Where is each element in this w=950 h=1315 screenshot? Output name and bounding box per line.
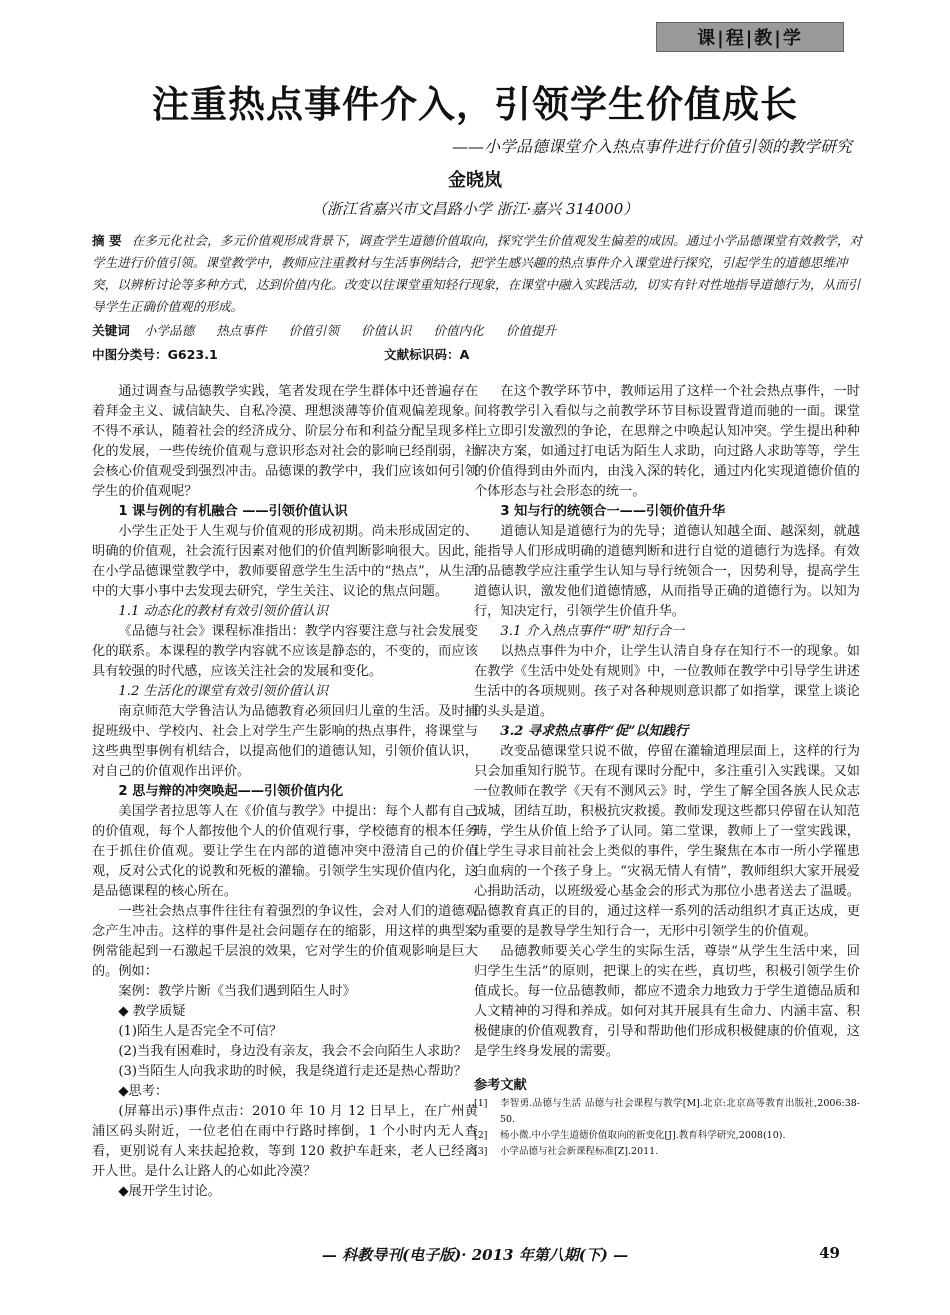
classification-line [92, 344, 862, 363]
article-subtitle: ——小学品德课堂介入热点事件进行价值引领的教学研究 [451, 137, 852, 156]
keyword: 价值引领 [288, 323, 339, 338]
right-column [474, 382, 860, 1160]
subsection-heading: 3.1 介入热点事件“明”知行合一 [500, 624, 685, 639]
case-title: 案例：教学片断《当我们遇到陌生人时》 [118, 984, 356, 999]
keyword: 价值提升 [505, 323, 557, 338]
page-number: 49 [819, 1244, 840, 1262]
references-title: 参考文献 [474, 1078, 527, 1093]
paragraph: 《品德与社会》课程标准指出：教学内容要注意与社会发展变化的联系。本课程的教学内容就不应该是静态的，不变的，而应该具有较强的时代感，应该关注社会的发展和变化。 [92, 624, 478, 679]
paragraph: (屏幕出示)事件点击：2010 年 10 月 12 日早上，在广州黄浦区码头附近，一位老伯在雨中行路时摔倒，1 个小时内无人查看，更别说有人来扶起抢救，等到 120 救护车赶来，老人已经离开人世。是什么让路人的心如此冷漠？ [92, 1104, 478, 1179]
column-tag: 课|程|教|学 [656, 22, 844, 52]
subsection-heading: 1.1 动态化的教材有效引领价值认识 [118, 604, 329, 619]
paragraph: 美国学者拉思等人在《价值与教学》中提出：每个人都有自己的价值观，每个人都按他个人的价值观行事，学校德育的根本任务在于抓住价值观。要让学生在内部的道德冲突中澄清自己的价值观，反对公式化的说教和死板的灌输。引领学生实现价值内化，这是品德课程的核心所在。 [92, 804, 478, 899]
paragraph: 一些社会热点事件往往有着强烈的争议性，会对人们的道德观念产生冲击。这样的事件是社会问题存在的缩影，用这样的典型案例常能起到一石激起千层浪的效果，它对学生的价值观影响是巨大的。例如： [92, 904, 478, 979]
reference-number: [3] [474, 1146, 488, 1157]
abstract [92, 230, 862, 318]
author: 金晓岚 [448, 170, 502, 191]
reference-number: [2] [474, 1130, 488, 1141]
article-title: 注重热点事件介入，引领学生价值成长 [152, 83, 798, 126]
subsection-heading: 1.2 生活化的课堂有效引领价值认识 [118, 684, 329, 699]
document-code: 文献标识码：A [384, 347, 470, 362]
keyword: 小学品德 [143, 323, 195, 338]
question-item: (2)当我有困难时，身边没有亲友，我会不会向陌生人求助？ [118, 1044, 467, 1059]
bullet-item: ◆展开学生讨论。 [118, 1184, 221, 1199]
question-item: (1)陌生人是否完全不可信？ [118, 1024, 283, 1039]
classification-number: 中图分类号：G623.1 [92, 347, 218, 362]
affiliation: （浙江省嘉兴市文昌路小学 浙江·嘉兴 314000） [311, 200, 639, 218]
abstract-text: 在多元化社会，多元价值观形成背景下，调查学生道德价值取向，探究学生价值观发生偏差的成因。通过小学品德课堂有效教学，对学生进行价值引领。课堂教学中，教师应注重教材与生活事例结合，把学生感兴趣的热点事件介入课堂进行探究，引起学生的道德思维冲突，以辨析讨论等多种方式，达到价值内化。改变以往课堂重知轻行现象，在课堂中融入实践活动，切实有针对性地指导道德行为，从而引导学生正确价值观的形成。 [92, 233, 863, 314]
reference-item [474, 1096, 860, 1128]
keywords-label: 关键词 [92, 323, 130, 338]
paragraph: 品德教师要关心学生的实际生活，尊崇“从学生生活中来，回归学生生活”的原则，把课上的实在些，真切些，积极引领学生价值成长。每一位品德教师，都应不遗余力地致力于学生道德品质和人文精神的习得和养成。如何对其开展具有生命力、内涵丰富、积极健康的价值观教育，引导和帮助他们形成积极健康的价值观，这是学生终身发展的需要。 [474, 944, 860, 1059]
paragraph: 通过调查与品德教学实践，笔者发现在学生群体中还普遍存在着拜金主义、诚信缺失、自私冷漠、理想淡薄等价值观偏差现象。不得不承认，随着社会的经济成分、阶层分布和利益分配呈现多样化的发展，一些传统价值观与意识形态对社会的影响已经削弱，社会核心价值观受到强烈冲击。品德课的教学中，我们应该如何引领学生的价值观呢？ [92, 384, 478, 499]
reference-text: 小学品德与社会新课程标准[Z].2011. [500, 1146, 659, 1157]
reference-item [474, 1144, 860, 1160]
keyword: 价值内化 [433, 323, 484, 338]
keywords [92, 320, 862, 339]
reference-item [474, 1128, 860, 1144]
keyword: 价值认识 [360, 323, 412, 338]
section-heading: 2 思与辩的冲突唤起——引领价值内化 [118, 784, 344, 799]
bullet-item: ◆思考： [118, 1084, 169, 1099]
reference-text: 李智勇.品德与生活 品德与社会课程与教学[M].北京:北京高等教育出版社,2006:38-50. [500, 1098, 860, 1125]
section-heading: 3 知与行的统领合一——引领价值升华 [500, 504, 726, 519]
bullet-item: ◆ 教学质疑 [118, 1004, 186, 1019]
question-item: (3)当陌生人向我求助的时候，我是绕道行走还是热心帮助？ [118, 1064, 467, 1079]
left-column [92, 382, 478, 1202]
abstract-label: 摘 要 [92, 233, 122, 248]
paragraph: 道德认知是道德行为的先导；道德认知越全面、越深刻，就越能指导人们形成明确的道德判断和进行自觉的道德行为选择。有效的品德教学应注重学生认知与导行统领合一，因势利导，提高学生道德认识，激发他们道德情感，从而指导正确的道德行为。以知为行，知决定行，引领学生价值升华。 [474, 524, 860, 619]
journal-footer: — 科教导刊(电子版)· 2013 年第八期(下) — [321, 1246, 629, 1264]
paragraph: 改变品德课堂只说不做，停留在灌输道理层面上，这样的行为只会加重知行脱节。在现有课时分配中，多注重引入实践课。又如一位教师在教学《天有不测风云》时，学生了解全国各族人民众志成城，团结互助，积极抗灾救援。教师发现这些都只停留在认知范畴，学生从价值上给予了认同。第二堂课，教师上了一堂实践课，让学生寻求目前社会上类似的事件，学生聚焦在本市一所小学罹患白血病的一个孩子身上。“灾祸无情人有情”，教师组织大家开展爱心捐助活动，以班级爱心基金会的形式为那位小患者送去了温暖。品德教育真正的目的，通过这样一系列的活动组织才真正达成，更为重要的是教导学生知行合一，无形中引领学生的价值观。 [474, 744, 860, 939]
subsection-heading: 3.2 寻求热点事件“促”以知践行 [500, 724, 689, 739]
paragraph: 在这个教学环节中，教师运用了这样一个社会热点事件，一时间将教学引入看似与之前教学环节目标设置背道而驰的一面。课堂上立即引发激烈的争论，在思辩之中唤起认知冲突。学生提出种种解决方案，如通过打电话为陌生人求助，向过路人求助等等，学生的价值得到由外而内，由浅入深的转化，通过内化实现道德价值的个体形态与社会形态的统一。 [474, 384, 860, 499]
reference-number: [1] [474, 1098, 488, 1109]
section-heading: 1 课与例的有机融合 ——引领价值认识 [118, 504, 348, 519]
paragraph: 小学生正处于人生观与价值观的形成初期。尚未形成固定的、明确的价值观，社会流行因素对他们的价值判断影响很大。因此，在小学品德课堂教学中，教师要留意学生生活中的“热点”，从生活中的大事小事中去发现去研究，学生关注、议论的焦点问题。 [92, 524, 478, 599]
reference-text: 杨小微.中小学生道德价值取向的新变化[J].教育科学研究,2008(10). [500, 1130, 786, 1141]
paragraph: 以热点事件为中介，让学生认清自身存在知行不一的现象。如在教学《生活中处处有规则》中，一位教师在教学中引导学生讲述生活中的各项规则。孩子对各种规则意识都了如指掌，课堂上谈论的头头是道。 [474, 644, 860, 719]
keyword: 热点事件 [216, 323, 267, 338]
paragraph: 南京师范大学鲁洁认为品德教育必须回归儿童的生活。及时捕捉班级中、学校内、社会上对学生产生影响的热点事件，将课堂与这些典型事例有机结合，以提高他们的道德认知，引领价值认识，对自己的价值观作出评价。 [92, 704, 478, 779]
